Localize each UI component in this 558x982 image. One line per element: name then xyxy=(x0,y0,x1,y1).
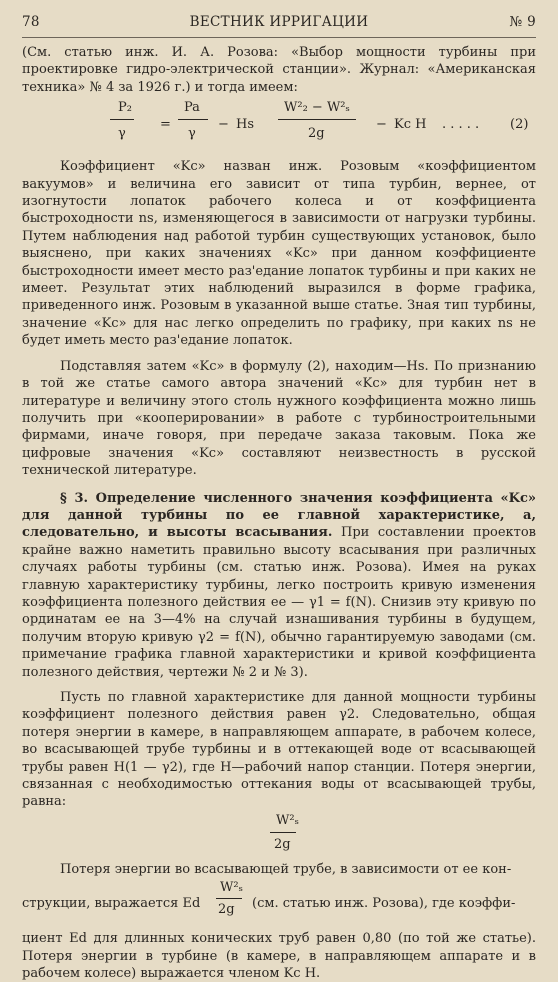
section-heading: § 3. Определение численного значения коэффициента «Kc» для данной турбины по ее главной характеристике, а, следовательно, и высоты всасывания. xyxy=(22,490,536,541)
page-header xyxy=(22,14,536,36)
section-body: При составлении проектов крайне важно наметить правильно высоту всасывания при различных случаях работы турбины (см. статью инж. Розова). Имея на руках главную характеристику турбины, легко построить кривую изменения коэффициента полезного действия ее — γ1 = f(N). Снизив эту кривую по ординатам ее на 3—4% на случай изнашивания турбины в будущем, получим вторую кривую γ2 = f(N), обычно гарантируемую заводами (см. примечание графика главной характеристики и кривой коэффициента полезного действия, чертежи № 2 и № 3). xyxy=(22,525,537,680)
paragraph-energy-losses: Пусть по главной характеристике для данной мощности турбины коэффициент полезного действия равен γ2. Следовательно, общая потеря энергии в камере, в направляющем аппарате, в рабочем колесе, во всасывающей трубе турбины и в оттекающей воде от всасывающей трубы равен H(1 — γ2), где H—рабочий напор станции. Потеря энергии, связанная с необходимостью оттекания воды от всасывающей трубы, равна: xyxy=(22,690,536,810)
fraction-numerator: W²ₛ xyxy=(276,812,299,828)
formula-minus-1: − xyxy=(218,117,229,133)
formula-velocity-terms: W²₂ − W²ₛ xyxy=(284,100,350,116)
formula-hs: Hs xyxy=(236,117,255,133)
journal-title: ВЕСТНИК ИРРИГАЦИИ xyxy=(189,14,369,30)
page-number: 78 xyxy=(22,14,40,30)
paragraph-kc-literature: Подставляя затем «Kc» в формулу (2), находим—Hs. По признанию в той же статье самого автора значений «Kc» для турбин нет в литературе и величину этого столь нужного коэффициента можно лишь получить при «кооперировании» в работе с турбиностроительными фирмами, иначе говоря, при передаче заказа таковым. Пока же цифровые значения «Kc» составляют неизвестность в русской технической литературе. xyxy=(22,358,536,479)
paragraph-suction-loss-rest: циент Ed для длинных конических труб равен 0,80 (по той же статье). Потеря энергии в турбине (в камере, в направляющем аппарате и в рабочем колесе) выражается членом Kc H. xyxy=(22,931,536,982)
suction-loss-trail: (см. статью инж. Розова), где коэффи- xyxy=(252,896,516,912)
suction-fraction-denominator: 2g xyxy=(218,902,235,918)
formula-gamma-1: γ xyxy=(118,126,126,142)
suction-fraction-numerator: W²ₛ xyxy=(220,880,243,896)
formula-gamma-2: γ xyxy=(188,126,196,142)
fraction-bar xyxy=(110,119,134,120)
fraction-denominator: 2g xyxy=(274,836,291,852)
fraction-bar xyxy=(278,119,356,120)
header-rule xyxy=(22,37,536,38)
formula-p2: P₂ xyxy=(118,100,132,116)
section-3 xyxy=(22,490,536,681)
issue-number: № 9 xyxy=(509,14,536,30)
formula-kch: Kc H xyxy=(394,117,427,133)
fraction-bar xyxy=(178,119,208,120)
fraction-bar xyxy=(270,832,296,833)
paragraph-suction-loss-fraction-line xyxy=(22,878,536,930)
paragraph-suction-loss-line1: Потеря энергии во всасывающей трубе, в зависимости от ее кон- xyxy=(60,861,512,877)
formula-2 xyxy=(22,96,536,158)
formula-dots: . . . . . xyxy=(442,117,480,133)
formula-pa: Pa xyxy=(184,100,200,116)
intro-paragraph: (См. статью инж. И. А. Розова: «Выбор мощности турбины при проектировке гидро-электрической станции». Журнал: «Американская техника» № 4 за 1926 г.) и тогда имеем: xyxy=(22,45,536,95)
fraction-velocity-head xyxy=(22,811,536,861)
suction-loss-lead: струкции, выражается Ed xyxy=(22,896,201,912)
formula-2g: 2g xyxy=(308,126,325,142)
article-body xyxy=(22,44,536,982)
paragraph-kc-definition: Коэффициент «Kc» назван инж. Розовым «коэффициентом вакуумов» и величина его зависит от типа турбин, вернее, от изогнутости лопаток рабочего колеса и от коэффициента быстроходности ns, изменяющегося в зависимости от нагрузки турбины. Путем наблюдения над работой турбин существующих установок, было выяснено, при каких значениях «Kc» при данном коэффициенте быстроходности имеет место раз'едание лопаток турбины и при каких не имеет. Результат этих наблюдений выразился в форме графика, приведенного инж. Розовым в указанной выше статье. Зная тип турбины, значение «Kc» для нас легко определить по графику, при каких ns не будет иметь место раз'едание лопаток. xyxy=(22,159,536,349)
formula-number: (2) xyxy=(510,117,529,133)
fraction-bar xyxy=(216,898,242,899)
formula-minus-2: − xyxy=(376,117,387,133)
formula-equals: = xyxy=(160,117,171,133)
